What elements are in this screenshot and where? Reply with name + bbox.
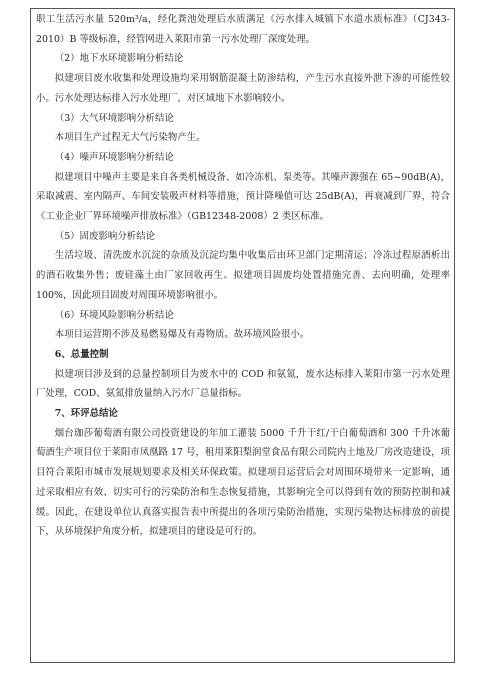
paragraph-solid-waste: 生活垃圾、清洗废水沉淀的杂质及沉淀均集中收集后由环卫部门定期清运；冷冻过程原酒析出的酒石收集外售；废硅藻土由厂家回收再生。拟建项目固废均处置措施完善、去向明确，处理率 100%，因此项目固废对周围环境影响很小。 <box>36 250 450 301</box>
heading-total-control: 6、总量控制 <box>54 348 109 360</box>
heading-conclusion: 7、环评总结论 <box>54 408 118 420</box>
document-body <box>36 10 450 542</box>
paragraph-groundwater: 拟建项目废水收集和处理设施均采用钢筋混凝土防渗结构，产生污水直接外泄下渗的可能性较小。污水处理达标排入污水处理厂，对区域地下水影响较小。 <box>36 73 450 104</box>
paragraph-risk: 本项目运营期不涉及易燃易爆及有毒物质。故环境风险很小。 <box>54 329 310 341</box>
paragraph-conclusion: 烟台珈莎葡萄酒有限公司投资建设的年加工灌装 5000 千升干红/干白葡萄酒和 300 千升冰葡萄酒生产项目位于莱阳市凤凰路 17 号，租用莱阳梨润堂食品有限公司院内土地及厂房改造建设，项目符合莱阳市城市发展规划要求及相关环保政策。拟建项目运营后会对周围环境带来一定影响，通过采取相应有效、切实可行的污染防治和生态恢复措施，其影响完全可以得到有效的预防控制和减缓。因此，在建设单位认真落实报告表中所提出的各项污染防治措施，实现污染物达标排放的前提下，从环境保护角度分析，拟建项目的建设是可行的。 <box>36 427 450 538</box>
paragraph-noise: 拟建项目中噪声主要是来自各类机械设备、如冷冻机、泵类等。其噪声源强在 65~90dB(A)，采取减震、室内隔声、车间安装吸声材料等措施，预计降噪值可达 25dB(A)，再衰减到厂界，符合《工业企业厂界环境噪声排放标准》（GB12348-2008）2 类区标准。 <box>36 171 450 223</box>
paragraph-total-control: 拟建项目涉及到的总量控制项目为废水中的 COD 和氨氮，废水达标排入莱阳市第一污水处理厂处理，COD、氨氮排放量纳入污水厂总量指标。 <box>36 368 450 400</box>
paragraph-air: 本项目生产过程无大气污染物产生。 <box>54 132 206 144</box>
heading-risk: （6）环境风险影响分析结论 <box>54 309 174 321</box>
heading-noise: （4）噪声环境影响分析结论 <box>54 151 174 163</box>
heading-solid-waste: （5）固废影响分析结论 <box>54 230 156 242</box>
paragraph-wastewater-continuation: 职工生活污水量 520m³/a，经化粪池处理后水质满足《污水排入城镇下水道水质标准》（CJ343-2010）B 等级标准，经管网进入莱阳市第一污水处理厂深度处理。 <box>36 14 450 45</box>
heading-groundwater: （2）地下水环境影响分析结论 <box>54 53 184 65</box>
heading-air: （3）大气环境影响分析结论 <box>54 112 174 124</box>
